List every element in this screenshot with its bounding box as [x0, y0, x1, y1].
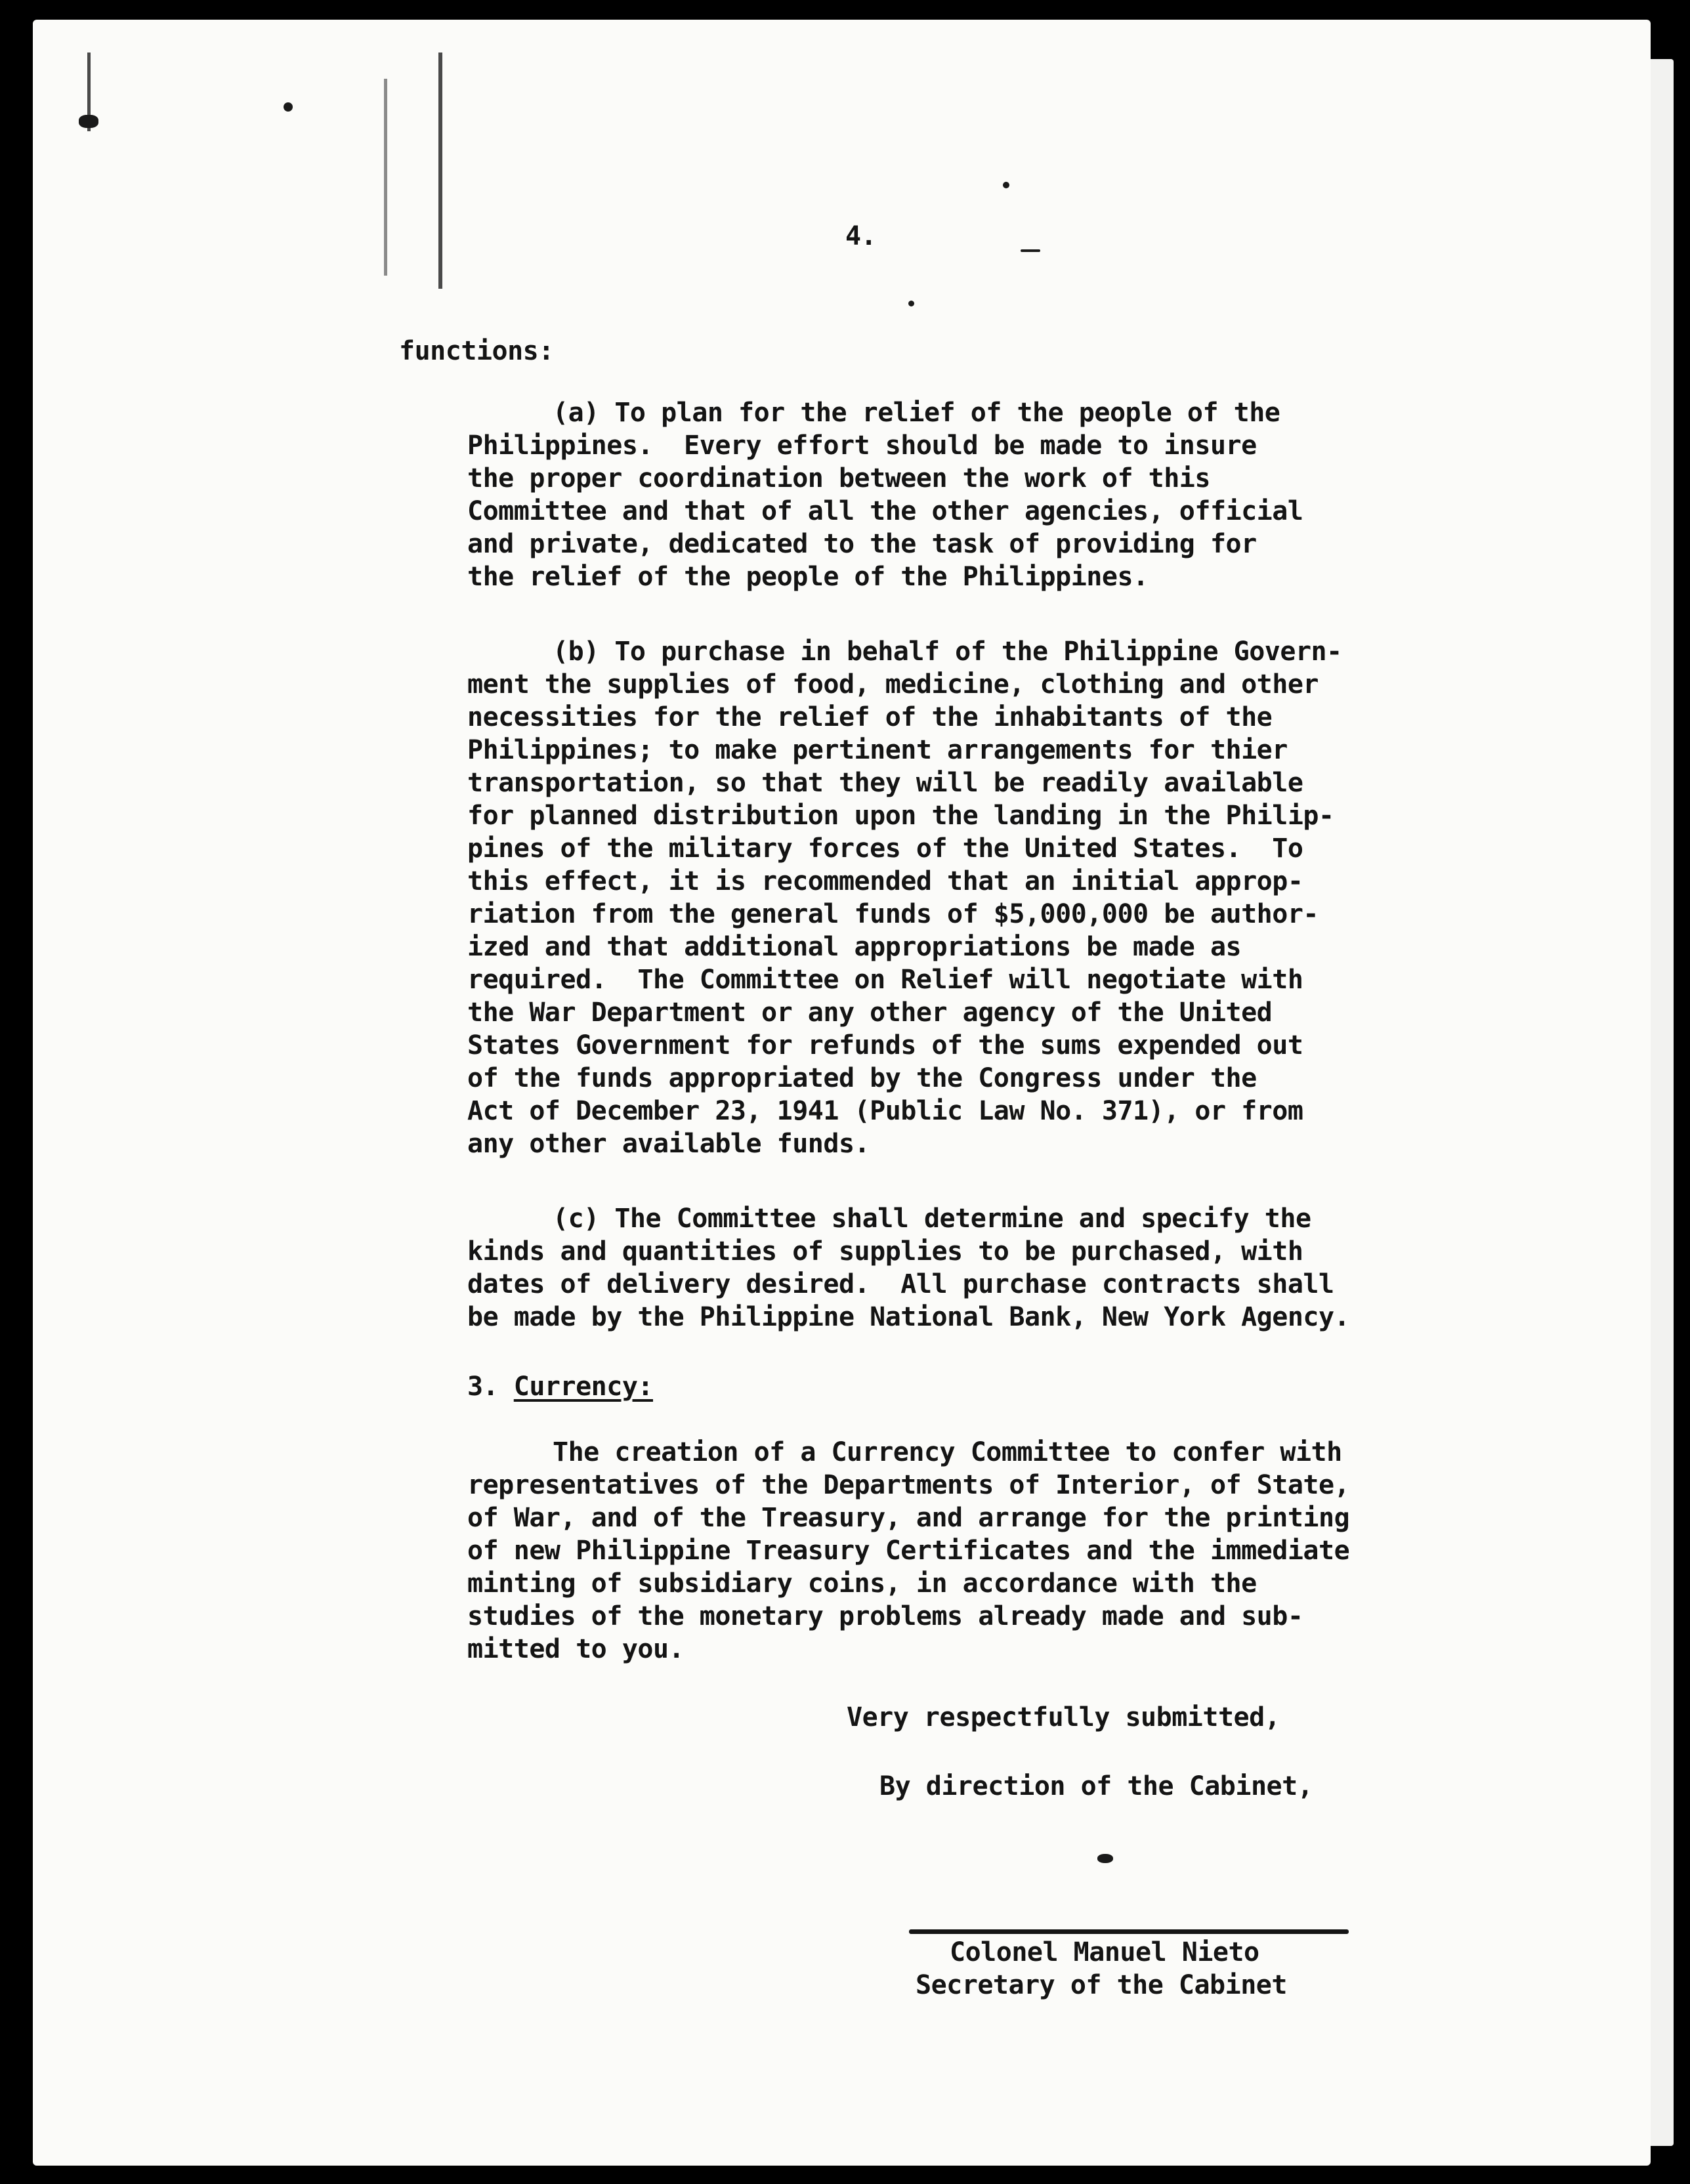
paragraph-line: required. The Committee on Relief will negotiate with [467, 965, 1303, 995]
section-number: 3. [467, 1372, 499, 1402]
scan-speck [908, 301, 914, 306]
paragraph-line: (a) To plan for the relief of the people of the [553, 398, 1280, 428]
paragraph-line: any other available funds. [467, 1129, 870, 1159]
paragraph-line: studies of the monetary problems already made and sub- [467, 1601, 1303, 1631]
paragraph-a [467, 396, 1452, 593]
signer-name: Colonel Manuel Nieto [950, 1937, 1259, 1967]
by-direction-line: By direction of the Cabinet, [879, 1771, 1313, 1801]
signature-line [909, 1929, 1349, 1934]
paragraph-line: (b) To purchase in behalf of the Philippine Govern- [553, 637, 1342, 667]
paragraph-line: ment the supplies of food, medicine, clothing and other [467, 669, 1319, 700]
scan-mark [384, 79, 387, 276]
paragraph-line: mitted to you. [467, 1634, 685, 1664]
paragraph-line: the relief of the people of the Philippines. [467, 562, 1149, 592]
paragraph-line: the proper coordination between the work of this [467, 463, 1210, 494]
scan-speck [79, 115, 98, 128]
paragraph-line: of the funds appropriated by the Congress under the [467, 1063, 1257, 1093]
paragraph-line: representatives of the Departments of Interior, of State, [467, 1470, 1350, 1500]
scan-speck [1003, 182, 1009, 188]
paragraph-currency [467, 1436, 1452, 1666]
paragraph-line: for planned distribution upon the landing in the Philip- [467, 801, 1334, 831]
paragraph-line: necessities for the relief of the inhabitants of the [467, 702, 1273, 732]
signer-title: Secretary of the Cabinet [916, 1970, 1287, 2000]
paragraph-line: The creation of a Currency Committee to confer with [553, 1437, 1342, 1467]
paragraph-line: minting of subsidiary coins, in accordance with the [467, 1568, 1257, 1599]
scan-speck [1021, 249, 1040, 252]
paragraph-line: kinds and quantities of supplies to be purchased, with [467, 1236, 1303, 1267]
paragraph-line: dates of delivery desired. All purchase contracts shall [467, 1269, 1334, 1299]
page-number: 4. [845, 221, 877, 251]
paragraph-line: Act of December 23, 1941 (Public Law No. 371), or from [467, 1096, 1303, 1126]
scan-speck [284, 102, 293, 112]
paragraph-b [467, 635, 1452, 1160]
paragraph-c [467, 1202, 1452, 1334]
paragraph-line: (c) The Committee shall determine and specify the [553, 1204, 1311, 1234]
paragraph-line: this effect, it is recommended that an initial approp- [467, 866, 1303, 896]
scan-mark [438, 52, 442, 289]
paragraph-line: pines of the military forces of the United States. To [467, 833, 1303, 864]
paragraph-line: and private, dedicated to the task of providing for [467, 529, 1257, 559]
paragraph-line: ized and that additional appropriations be made as [467, 932, 1242, 962]
scan-speck [1097, 1854, 1113, 1863]
section-title: Currency: [513, 1372, 654, 1402]
paragraph-line: Philippines; to make pertinent arrangements for thier [467, 735, 1288, 765]
paragraph-line: of new Philippine Treasury Certificates and the immediate [467, 1536, 1350, 1566]
paragraph-line: be made by the Philippine National Bank, New York Agency. [467, 1302, 1350, 1332]
paragraph-line: transportation, so that they will be readily available [467, 768, 1303, 798]
paragraph-line: of War, and of the Treasury, and arrange for the printing [467, 1503, 1350, 1533]
paragraph-line: States Government for refunds of the sums expended out [467, 1030, 1303, 1060]
section-heading-currency [467, 1370, 653, 1404]
paragraph-line: the War Department or any other agency of the United [467, 998, 1273, 1028]
paragraph-line: Philippines. Every effort should be made to insure [467, 430, 1257, 461]
paragraph-line: Committee and that of all the other agencies, official [467, 496, 1303, 526]
paragraph-line: riation from the general funds of $5,000,000 be author- [467, 899, 1319, 929]
closing-line: Very respectfully submitted, [847, 1702, 1280, 1732]
section-heading-functions: functions: [399, 336, 554, 366]
